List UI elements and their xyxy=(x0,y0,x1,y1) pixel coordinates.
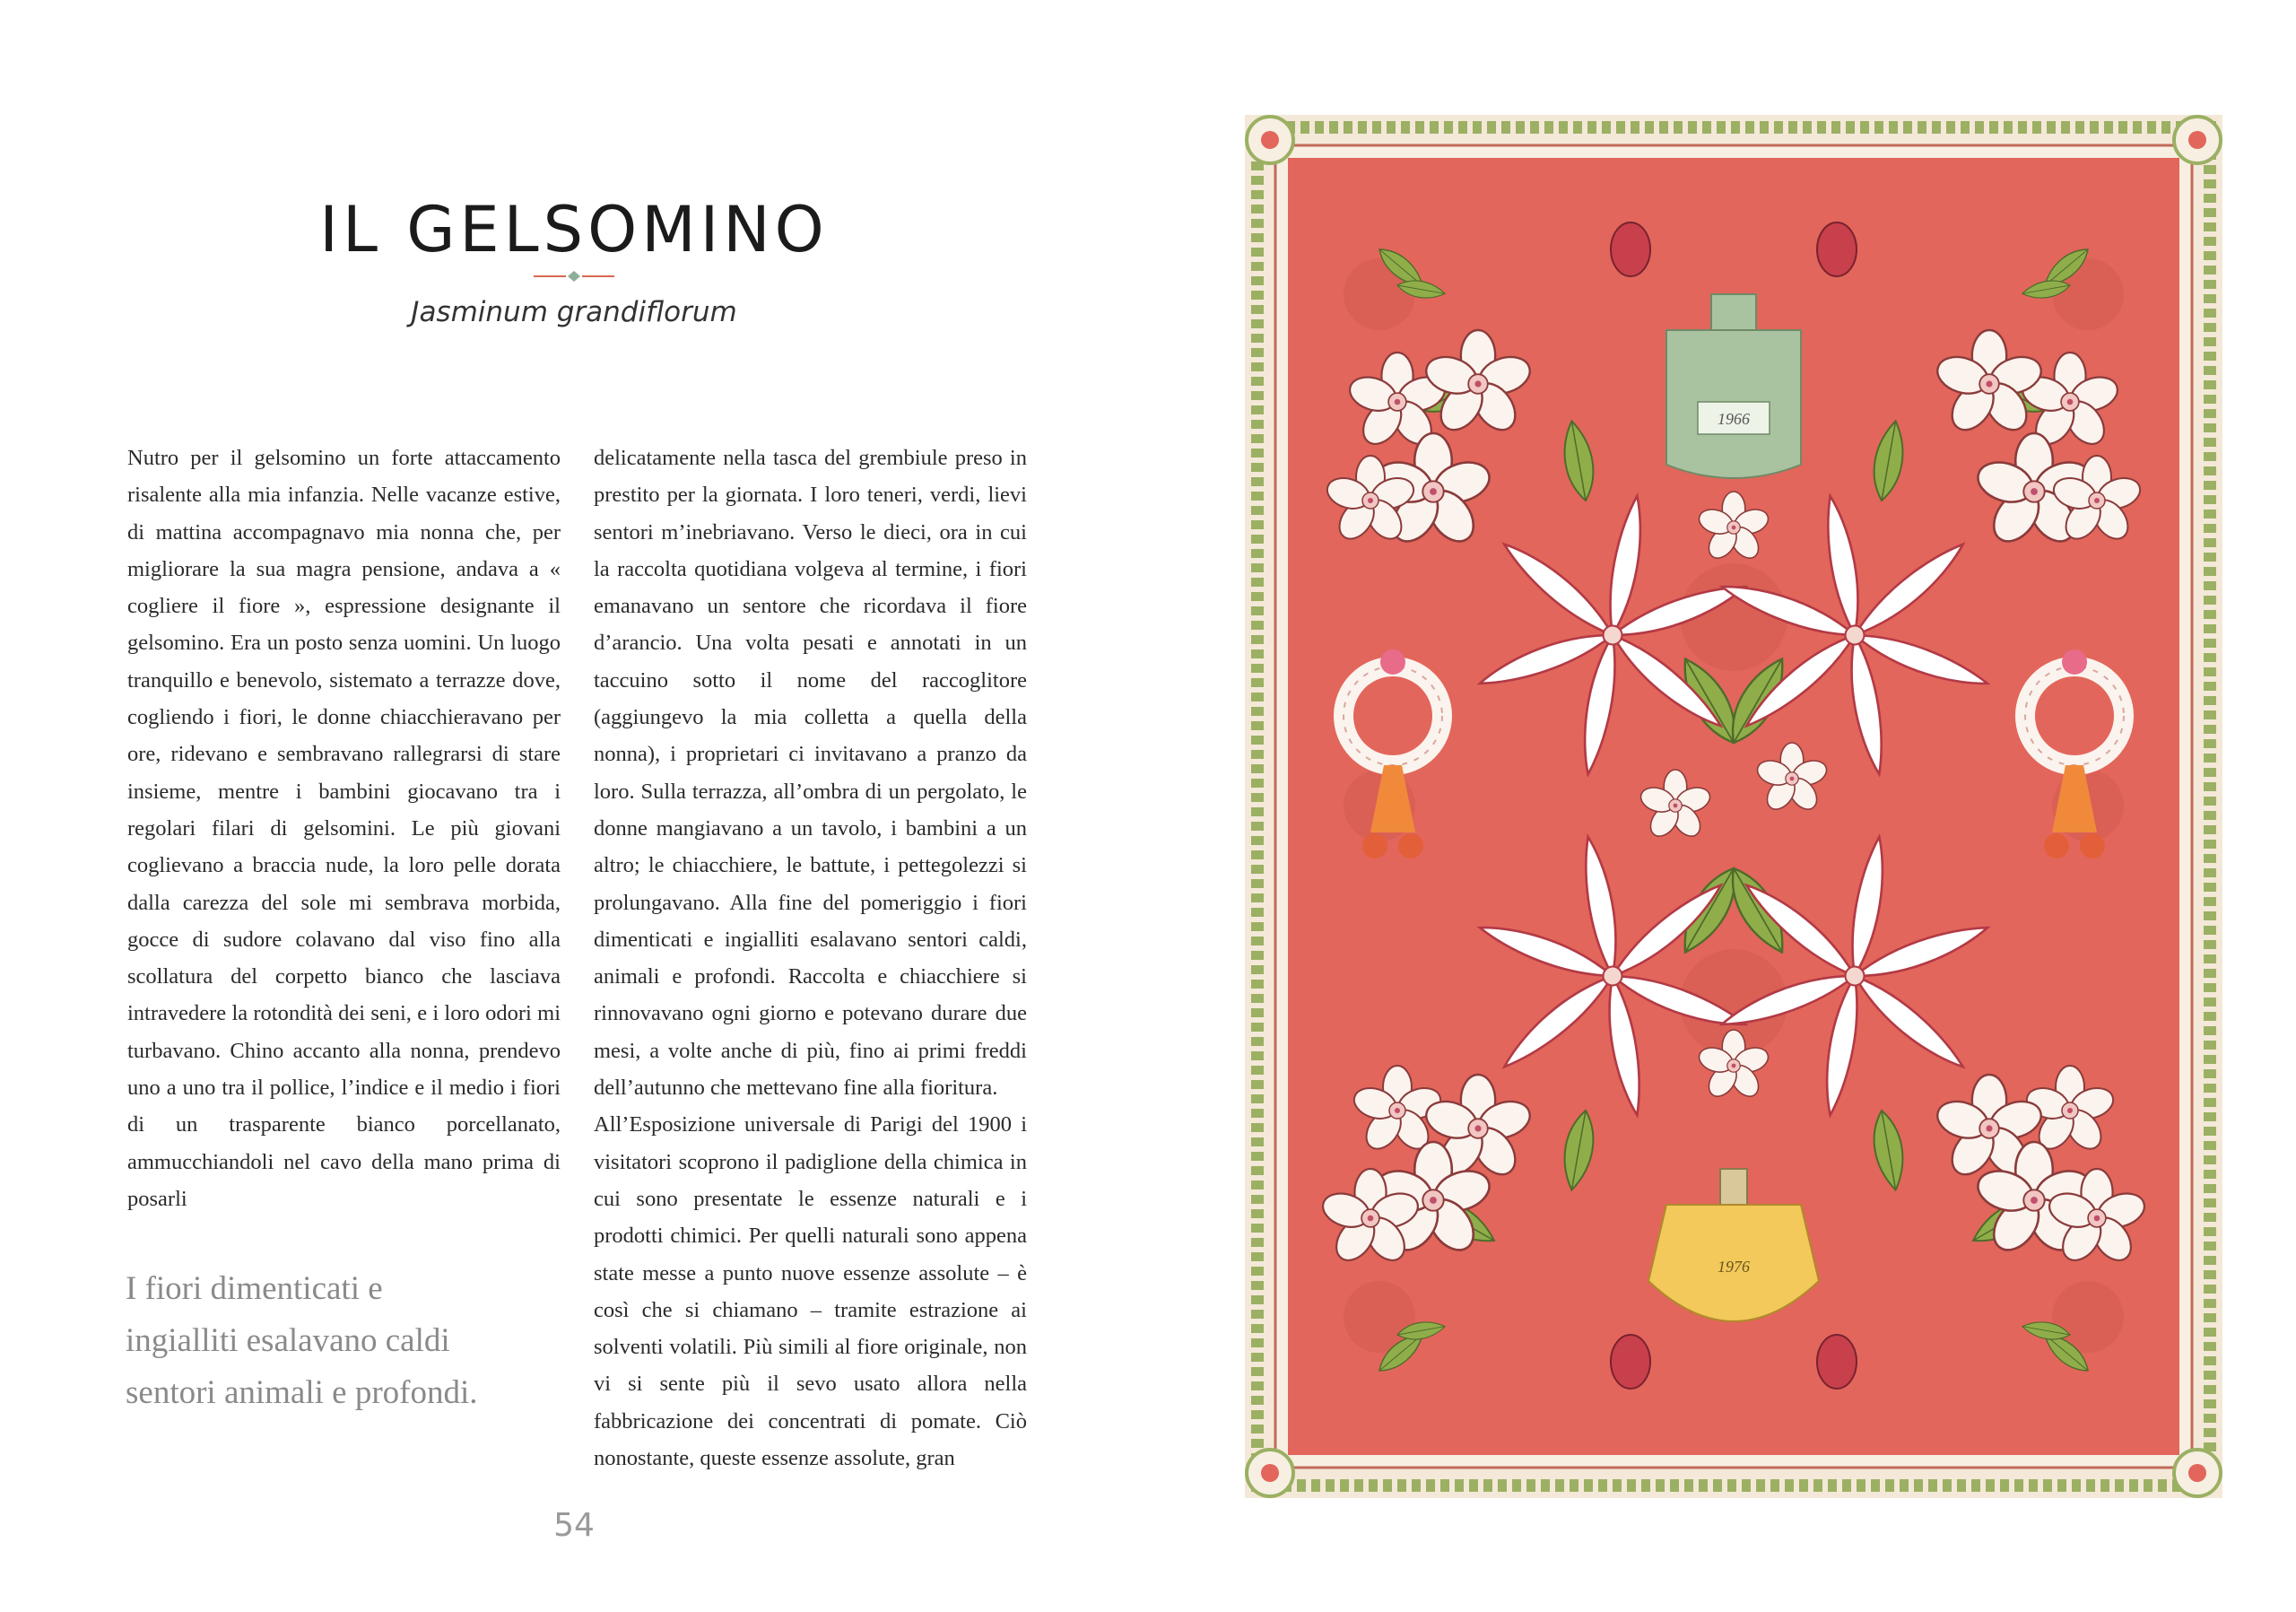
title-ornament xyxy=(534,270,614,283)
paragraph: Nutro per il gelsomino un forte attaccamento risalente alla mia infanzia. Nelle vacanze estive, di mattina accompagnavo mia nonna che, per migliorare la sua magra pensione, andava a « cogliere il fiore », espressione designante il gelsomino. Era un posto senza uomini. Un luogo tranquillo e benevolo, sistemato a terrazze dove, cogliendo i fiori, le donne chiacchieravano per ore, ridevano e sembravano rallegrarsi di stare insieme, mentre i bambini giocavano tra i regolari filari di gelsomini. Le più giovani coglievano a braccia nude, la loro pelle dorata dalla carezza del sole mi sembrava morbida, gocce di sudore colavano dal viso fino alla scollatura del corpetto bianco che lasciava intravedere la rotondità dei seni, e i loro odori mi turbavano. Chino accanto alla nonna, prendevo uno a uno tra il pollice, l’indice e il medio i fiori di un trasparente bianco porcellanato, ammucchiandoli nel cavo della mano prima di posarli xyxy=(127,446,561,1211)
page-number: 54 xyxy=(553,1507,595,1544)
paragraph: All’Esposizione universale di Parigi del 1900 i visitatori scoprono il padiglione della chimica in cui sono presentate le essenze naturali e i prodotti chimici. Per quelli naturali sono appena state messe a punto nuove essenze assolute – è così che si chiamano – tramite estrazione ai solventi volatili. Più simili al fiore originale, non vi si sente più il sevo usato allora nella fabbricazione dei concentrati di pomate. Ciò nonostante, queste essenze assolute, gran xyxy=(594,1112,1027,1471)
bottle-year-label: 1976 xyxy=(1718,1258,1750,1276)
chapter-title: IL GELSOMINO xyxy=(319,193,829,266)
paragraph: delicatamente nella tasca del grembiule preso in prestito per la giornata. I loro teneri, verdi, lievi sentori m’inebriavano. Verso le dieci, ora in cui la raccolta quotidiana volgeva al termine, i fiori emanavano un sentore che ricordava il fiore d’arancio. Una volta pesati e annotati in un taccuino sotto il nome del raccoglitore (aggiungevo la mia colletta a quella della nonna), i proprietari ci invitavano a pranzo da loro. Sulla terrazza, all’ombra di un pergolato, le donne mangiavano a un tavolo, i bambini a un altro; le chiacchiere, le battute, i pettegolezzi si prolungavano. Alla fine del pomeriggio i fiori dimenticati e ingialliti esalavano sentori caldi, animali e profondi. Raccolta e chiacchiere si rinnovavano ogni giorno e potevano durare due mesi, a volte anche di più, fino ai primi freddi dell’autunno che mettevano fine alla fioritura. xyxy=(594,446,1027,1101)
text-column-left xyxy=(127,440,561,1217)
bottle-year-label: 1966 xyxy=(1718,410,1750,428)
jasmine-illustration xyxy=(1245,115,2222,1498)
pull-quote: I fiori dimenticati e ingialliti esalavano caldi sentori animali e profondi. xyxy=(126,1270,478,1411)
text-column-right xyxy=(594,440,1027,1477)
botanical-name: Jasminum grandiflorum xyxy=(411,296,737,328)
illustration-svg xyxy=(1245,115,2222,1498)
